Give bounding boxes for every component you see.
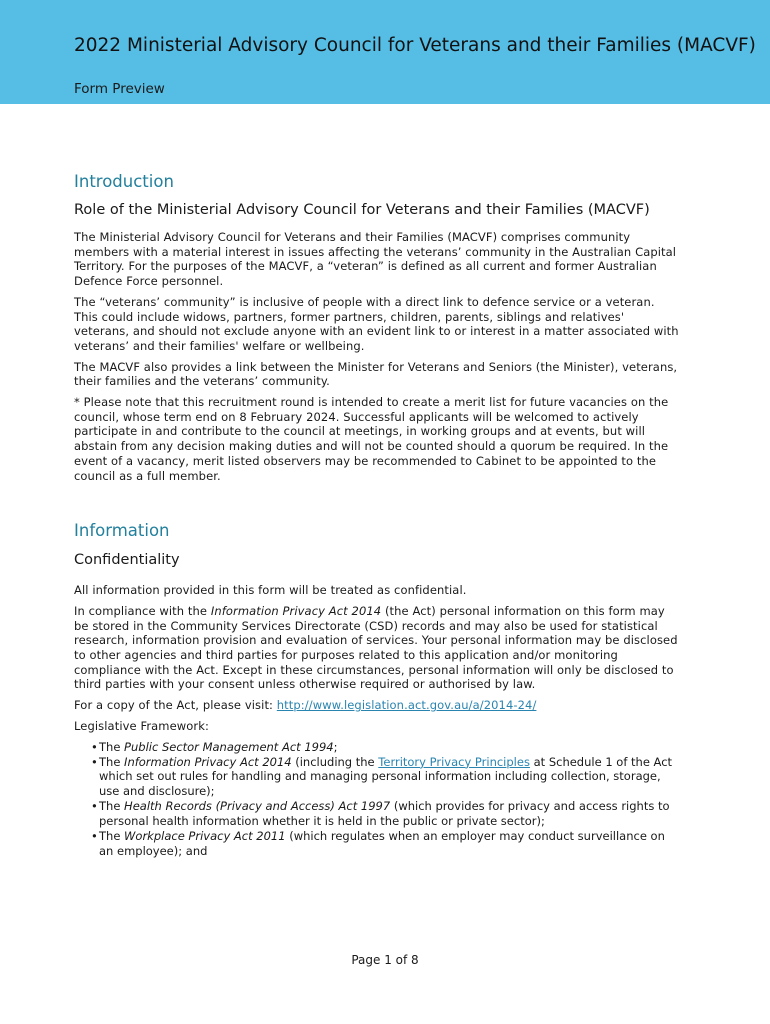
merit-list-note: * Please note that this recruitment round is intended to create a merit list for future vacancies on the council, whose term end on 8 February 2024. Successful applicants will be welcomed to actively participate in and contribute to the council at meetings, in working groups and at events, but will abstain from any decision making duties and will not be counted should a quorum be required. In the event of a vacancy, merit listed observers may be recommended to Cabinet to be appointed to the council as a full member. xyxy=(74,395,669,483)
bullet-icon: • xyxy=(91,739,98,754)
form-title: 2022 Ministerial Advisory Council for Veterans and their Families (MACVF) xyxy=(74,35,756,56)
document-content xyxy=(74,171,680,859)
act-title: Workplace Privacy Act 2011 xyxy=(124,829,286,844)
act-copy-paragraph xyxy=(74,698,680,713)
intro-paragraph: The “veterans’ community” is inclusive of people with a direct link to defence service or a veteran. This could include widows, partners, former partners, children, parents, siblings and relatives' veterans, and should not exclude anyone with an evident link to or interest in a matter associated with veterans’ and their families' welfare or wellbeing. xyxy=(74,294,679,353)
form-subtitle: Form Preview xyxy=(74,81,165,97)
list-item: • The Public Sector Management Act 1994; xyxy=(91,739,338,754)
act-title: Public Sector Management Act 1994 xyxy=(124,739,334,754)
legislation-list xyxy=(74,740,680,859)
page-number: Page 1 of 8 xyxy=(351,953,419,967)
privacy-text-post: (the Act) personal information on this form may be stored in the Community Services Directorate (CSD) records and may also be used for statistical research, information provision and evaluation of services. Your personal information may be disclosed to other agencies and third parties for purposes related to this application and/or monitoring compliance with the Act. Except in these circumstances, personal information will only be disclosed to third parties with your consent unless otherwise required or authorised by law. xyxy=(74,603,678,692)
bullet-icon: • xyxy=(91,754,98,769)
legislation-link[interactable]: http://www.legislation.act.gov.au/a/2014-24/ xyxy=(276,698,537,713)
confidentiality-subheading: Confidentiality xyxy=(74,552,180,569)
intro-paragraph: The MACVF also provides a link between the Minister for Veterans and Seniors (the Minister), veterans, their families and the veterans’ community. xyxy=(74,359,678,389)
list-item: • The Health Records (Privacy and Access) Act 1997 (which provides for privacy and access rights to personal health information whether it is held in the public or private sector); xyxy=(91,799,670,829)
privacy-paragraph xyxy=(74,604,680,692)
confidential-statement: All information provided in this form will be treated as confidential. xyxy=(74,583,467,598)
list-item: • The Information Privacy Act 2014 (including the Territory Privacy Principles at Schedule 1 of the Act which set out rules for handling and managing personal information including collection, storage, use and disclosure); xyxy=(91,754,673,799)
act-copy-text: For a copy of the Act, please visit: xyxy=(74,698,277,713)
act-title: Health Records (Privacy and Access) Act 1997 xyxy=(124,799,391,814)
bullet-icon: • xyxy=(91,799,98,814)
bullet-icon: • xyxy=(91,829,98,844)
list-item: • The Workplace Privacy Act 2011 (which regulates when an employer may conduct surveillance on an employee); and xyxy=(91,829,665,858)
introduction-heading: Introduction xyxy=(74,172,174,191)
legislative-framework-label: Legislative Framework: xyxy=(74,718,209,733)
privacy-text-pre: In compliance with the xyxy=(74,603,211,618)
intro-paragraph: The Ministerial Advisory Council for Veterans and their Families (MACVF) comprises community members with a material interest in issues affecting the veterans’ community in the Australian Capital Territory. For the purposes of the MACVF, a “veteran” is defined as all current and former Australian Defence Force personnel. xyxy=(74,230,677,289)
information-heading: Information xyxy=(74,521,170,541)
role-subheading: Role of the Ministerial Advisory Council for Veterans and their Families (MACVF) xyxy=(74,202,650,218)
act-title: Information Privacy Act 2014 xyxy=(124,754,292,769)
act-title: Information Privacy Act 2014 xyxy=(210,603,382,618)
privacy-principles-link[interactable]: Territory Privacy Principles xyxy=(378,754,530,769)
